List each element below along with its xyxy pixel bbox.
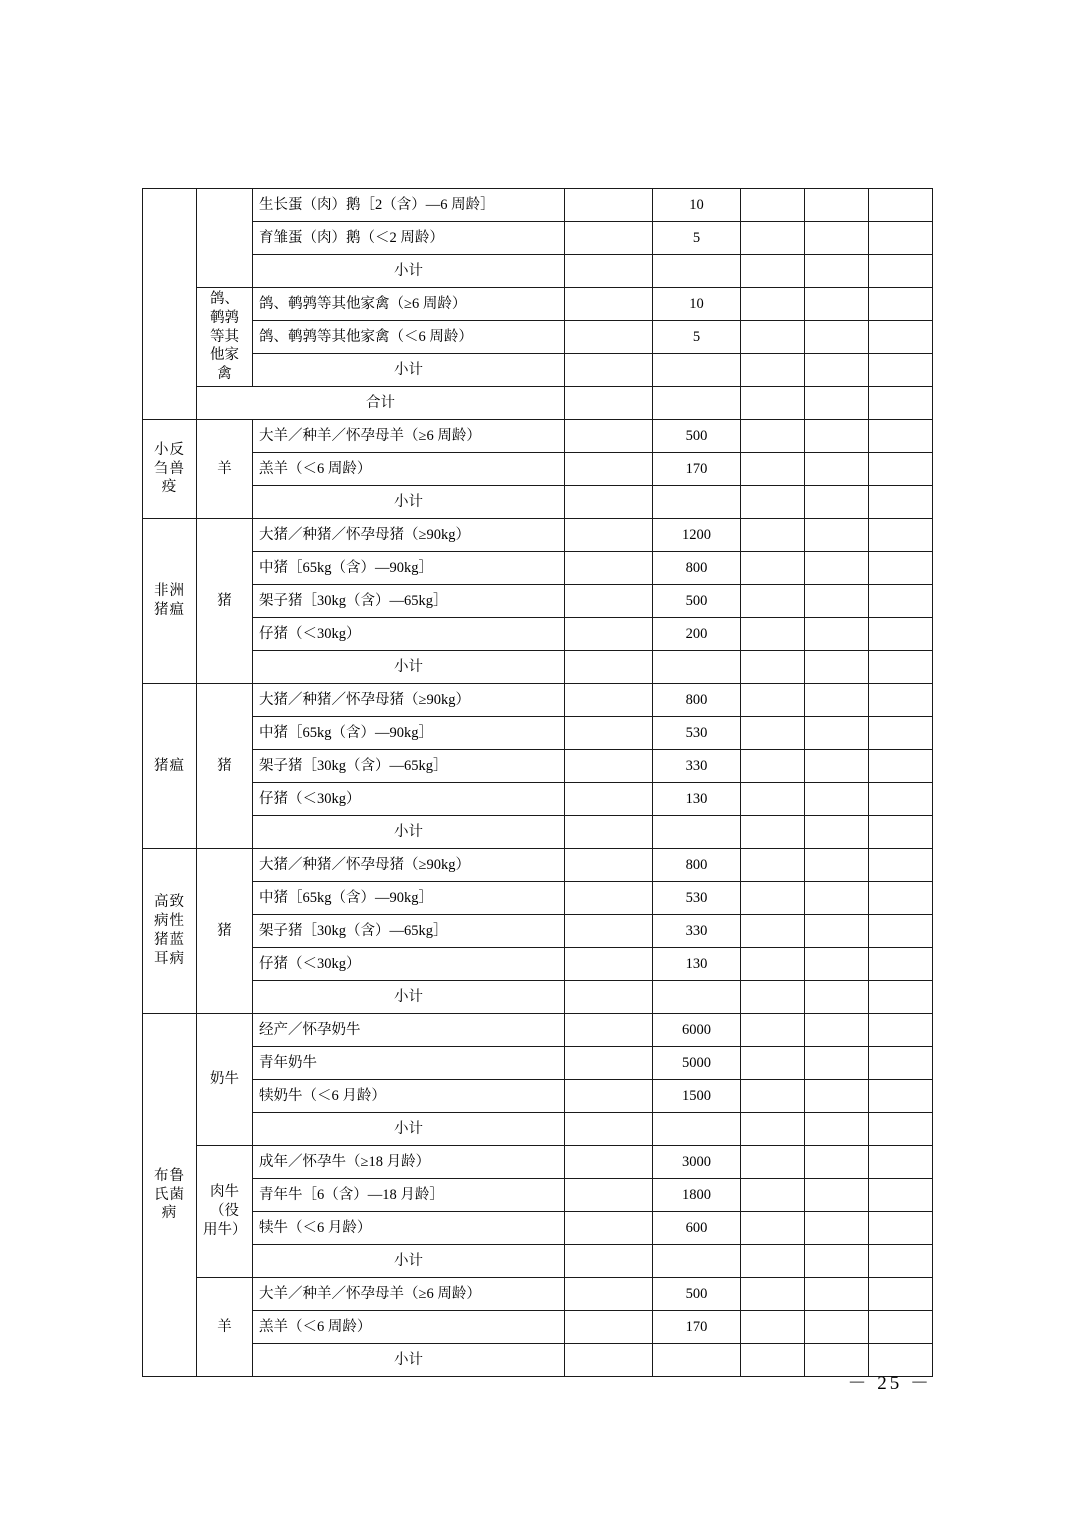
blank-cell[interactable] — [565, 354, 653, 387]
value-cell: 1200 — [653, 519, 741, 552]
blank-cell[interactable] — [869, 453, 933, 486]
value-cell: 5000 — [653, 1047, 741, 1080]
blank-cell[interactable] — [565, 486, 653, 519]
blank-cell[interactable] — [741, 1245, 805, 1278]
blank-cell[interactable] — [653, 486, 741, 519]
blank-cell[interactable] — [805, 288, 869, 321]
blank-cell[interactable] — [805, 486, 869, 519]
table-row — [143, 453, 933, 486]
value-cell: 1500 — [653, 1080, 741, 1113]
blank-cell[interactable] — [741, 1179, 805, 1212]
blank-cell[interactable] — [741, 816, 805, 849]
blank-cell[interactable] — [869, 585, 933, 618]
table-row-subtotal — [143, 1113, 933, 1146]
blank-cell[interactable] — [869, 255, 933, 288]
blank-cell[interactable] — [869, 288, 933, 321]
blank-cell[interactable] — [565, 1245, 653, 1278]
value-cell: 10 — [653, 288, 741, 321]
blank-cell[interactable] — [565, 651, 653, 684]
blank-cell[interactable] — [869, 222, 933, 255]
table-row — [143, 948, 933, 981]
blank-cell[interactable] — [741, 849, 805, 882]
blank-cell[interactable] — [565, 453, 653, 486]
table-row — [143, 552, 933, 585]
table-row — [143, 321, 933, 354]
spec-cell: 青年奶牛 — [253, 1047, 565, 1080]
blank-cell[interactable] — [741, 618, 805, 651]
blank-cell[interactable] — [741, 948, 805, 981]
table-row — [143, 1311, 933, 1344]
value-cell: 5 — [653, 321, 741, 354]
table-row-subtotal — [143, 486, 933, 519]
blank-cell[interactable] — [741, 255, 805, 288]
blank-cell[interactable] — [565, 189, 653, 222]
table-row-subtotal — [143, 981, 933, 1014]
spec-cell: 鸽、鹌鹑等其他家禽（＜6 周龄） — [253, 321, 565, 354]
blank-cell[interactable] — [653, 387, 741, 420]
blank-cell[interactable] — [869, 816, 933, 849]
blank-cell[interactable] — [741, 651, 805, 684]
animal-cell-dairy-cow: 奶牛 — [197, 1014, 253, 1146]
value-cell: 800 — [653, 849, 741, 882]
table-row — [143, 618, 933, 651]
blank-cell[interactable] — [869, 684, 933, 717]
blank-cell[interactable] — [741, 783, 805, 816]
spec-cell: 大羊／种羊／怀孕母羊（≥6 周龄） — [253, 420, 565, 453]
animal-cell-beef-cattle: 肉牛（役用牛） — [197, 1146, 253, 1278]
blank-cell[interactable] — [565, 552, 653, 585]
blank-cell[interactable] — [565, 288, 653, 321]
subtotal-label: 小计 — [253, 255, 565, 288]
blank-cell[interactable] — [869, 717, 933, 750]
blank-cell[interactable] — [653, 651, 741, 684]
blank-cell[interactable] — [741, 420, 805, 453]
spec-cell: 中猪［65kg（含）—90kg］ — [253, 552, 565, 585]
blank-cell[interactable] — [805, 717, 869, 750]
animal-cell-goose — [197, 189, 253, 288]
spec-cell: 架子猪［30kg（含）—65kg］ — [253, 750, 565, 783]
spec-cell: 成年／怀孕牛（≥18 月龄） — [253, 1146, 565, 1179]
blank-cell[interactable] — [741, 189, 805, 222]
blank-cell[interactable] — [869, 1014, 933, 1047]
blank-cell[interactable] — [805, 1047, 869, 1080]
table-row — [143, 585, 933, 618]
blank-cell[interactable] — [565, 1212, 653, 1245]
blank-cell[interactable] — [565, 618, 653, 651]
blank-cell[interactable] — [869, 354, 933, 387]
blank-cell[interactable] — [869, 750, 933, 783]
blank-cell[interactable] — [741, 1014, 805, 1047]
blank-cell[interactable] — [741, 222, 805, 255]
blank-cell[interactable] — [741, 552, 805, 585]
blank-cell[interactable] — [805, 255, 869, 288]
blank-cell[interactable] — [805, 684, 869, 717]
blank-cell[interactable] — [565, 717, 653, 750]
table-row — [143, 882, 933, 915]
blank-cell[interactable] — [869, 1146, 933, 1179]
table-row — [143, 1014, 933, 1047]
value-cell: 800 — [653, 552, 741, 585]
subtotal-label: 小计 — [253, 486, 565, 519]
disease-cell-ppr: 小反刍兽疫 — [143, 420, 197, 519]
blank-cell[interactable] — [653, 1245, 741, 1278]
blank-cell[interactable] — [869, 189, 933, 222]
blank-cell[interactable] — [565, 1113, 653, 1146]
table-row — [143, 222, 933, 255]
blank-cell[interactable] — [869, 552, 933, 585]
value-cell: 530 — [653, 717, 741, 750]
value-cell: 500 — [653, 585, 741, 618]
blank-cell[interactable] — [805, 387, 869, 420]
blank-cell[interactable] — [741, 387, 805, 420]
blank-cell[interactable] — [805, 1014, 869, 1047]
disease-cell-continued — [143, 189, 197, 420]
spec-cell: 羔羊（＜6 周龄） — [253, 453, 565, 486]
blank-cell[interactable] — [741, 519, 805, 552]
value-cell: 1800 — [653, 1179, 741, 1212]
spec-cell: 羔羊（＜6 周龄） — [253, 1311, 565, 1344]
value-cell: 530 — [653, 882, 741, 915]
value-cell: 330 — [653, 915, 741, 948]
value-cell: 330 — [653, 750, 741, 783]
blank-cell[interactable] — [565, 387, 653, 420]
table-row — [143, 915, 933, 948]
blank-cell[interactable] — [565, 816, 653, 849]
blank-cell[interactable] — [741, 321, 805, 354]
table-row-subtotal — [143, 255, 933, 288]
blank-cell[interactable] — [565, 1047, 653, 1080]
blank-cell[interactable] — [741, 915, 805, 948]
spec-cell: 犊奶牛（＜6 月龄） — [253, 1080, 565, 1113]
table-row-total — [143, 387, 933, 420]
blank-cell[interactable] — [869, 387, 933, 420]
table-row-subtotal — [143, 354, 933, 387]
vaccination-specification-table-wrapper — [142, 188, 932, 1377]
blank-cell[interactable] — [741, 453, 805, 486]
disease-cell-brucellosis: 布鲁氏菌病 — [143, 1014, 197, 1377]
table-row — [143, 1278, 933, 1311]
animal-cell-sheep: 羊 — [197, 420, 253, 519]
blank-cell[interactable] — [565, 519, 653, 552]
blank-cell[interactable] — [565, 1146, 653, 1179]
vaccination-specification-table — [142, 188, 933, 1377]
disease-cell-csf: 猪瘟 — [143, 684, 197, 849]
blank-cell[interactable] — [805, 189, 869, 222]
blank-cell[interactable] — [869, 1047, 933, 1080]
table-row — [143, 1047, 933, 1080]
blank-cell[interactable] — [805, 1245, 869, 1278]
blank-cell[interactable] — [805, 1113, 869, 1146]
blank-cell[interactable] — [805, 882, 869, 915]
value-cell: 5 — [653, 222, 741, 255]
animal-cell-sheep: 羊 — [197, 1278, 253, 1377]
spec-cell: 中猪［65kg（含）—90kg］ — [253, 882, 565, 915]
blank-cell[interactable] — [741, 684, 805, 717]
spec-cell: 仔猪（＜30kg） — [253, 618, 565, 651]
blank-cell[interactable] — [869, 882, 933, 915]
table-row-subtotal — [143, 651, 933, 684]
disease-cell-prrs: 高致病性猪蓝耳病 — [143, 849, 197, 1014]
blank-cell[interactable] — [741, 882, 805, 915]
spec-cell: 生长蛋（肉）鹅［2（含）—6 周龄］ — [253, 189, 565, 222]
subtotal-label: 小计 — [253, 354, 565, 387]
blank-cell[interactable] — [869, 420, 933, 453]
blank-cell[interactable] — [741, 1212, 805, 1245]
spec-cell: 犊牛（＜6 月龄） — [253, 1212, 565, 1245]
blank-cell[interactable] — [805, 1179, 869, 1212]
blank-cell[interactable] — [805, 420, 869, 453]
table-row — [143, 189, 933, 222]
blank-cell[interactable] — [565, 222, 653, 255]
blank-cell[interactable] — [741, 1080, 805, 1113]
value-cell: 6000 — [653, 1014, 741, 1047]
blank-cell[interactable] — [869, 651, 933, 684]
value-cell: 130 — [653, 948, 741, 981]
blank-cell[interactable] — [805, 618, 869, 651]
blank-cell[interactable] — [653, 255, 741, 288]
blank-cell[interactable] — [653, 981, 741, 1014]
blank-cell[interactable] — [805, 552, 869, 585]
subtotal-label: 小计 — [253, 1245, 565, 1278]
subtotal-label: 小计 — [253, 816, 565, 849]
blank-cell[interactable] — [565, 750, 653, 783]
blank-cell[interactable] — [741, 750, 805, 783]
blank-cell[interactable] — [805, 354, 869, 387]
table-row — [143, 288, 933, 321]
spec-cell: 经产／怀孕奶牛 — [253, 1014, 565, 1047]
value-cell: 800 — [653, 684, 741, 717]
blank-cell[interactable] — [805, 981, 869, 1014]
subtotal-label: 小计 — [253, 1113, 565, 1146]
animal-cell-pig: 猪 — [197, 519, 253, 684]
spec-cell: 大猪／种猪／怀孕母猪（≥90kg） — [253, 849, 565, 882]
table-row — [143, 783, 933, 816]
blank-cell[interactable] — [805, 222, 869, 255]
page-number: － 25 － — [847, 1373, 932, 1394]
value-cell: 600 — [653, 1212, 741, 1245]
blank-cell[interactable] — [741, 1311, 805, 1344]
blank-cell[interactable] — [565, 1311, 653, 1344]
blank-cell[interactable] — [653, 354, 741, 387]
value-cell: 130 — [653, 783, 741, 816]
blank-cell[interactable] — [805, 1080, 869, 1113]
blank-cell[interactable] — [565, 420, 653, 453]
spec-cell: 架子猪［30kg（含）—65kg］ — [253, 915, 565, 948]
blank-cell[interactable] — [869, 948, 933, 981]
subtotal-label: 小计 — [253, 981, 565, 1014]
value-cell: 10 — [653, 189, 741, 222]
spec-cell: 中猪［65kg（含）—90kg］ — [253, 717, 565, 750]
blank-cell[interactable] — [869, 849, 933, 882]
total-label: 合计 — [197, 387, 565, 420]
blank-cell[interactable] — [869, 783, 933, 816]
blank-cell[interactable] — [741, 354, 805, 387]
blank-cell[interactable] — [869, 1311, 933, 1344]
spec-cell: 仔猪（＜30kg） — [253, 948, 565, 981]
value-cell: 170 — [653, 1311, 741, 1344]
blank-cell[interactable] — [565, 255, 653, 288]
blank-cell[interactable] — [565, 915, 653, 948]
blank-cell[interactable] — [653, 816, 741, 849]
blank-cell[interactable] — [805, 651, 869, 684]
value-cell: 170 — [653, 453, 741, 486]
spec-cell: 育雏蛋（肉）鹅（＜2 周龄） — [253, 222, 565, 255]
blank-cell[interactable] — [805, 1146, 869, 1179]
table-row — [143, 849, 933, 882]
blank-cell[interactable] — [741, 486, 805, 519]
blank-cell[interactable] — [869, 1278, 933, 1311]
animal-cell-other-poultry: 鸽、鹌鹑等其他家禽 — [197, 288, 253, 387]
blank-cell[interactable] — [869, 1080, 933, 1113]
blank-cell[interactable] — [565, 1179, 653, 1212]
blank-cell[interactable] — [653, 1113, 741, 1146]
blank-cell[interactable] — [869, 1212, 933, 1245]
blank-cell[interactable] — [805, 585, 869, 618]
blank-cell[interactable] — [741, 585, 805, 618]
spec-cell: 鸽、鹌鹑等其他家禽（≥6 周龄） — [253, 288, 565, 321]
spec-cell: 青年牛［6（含）—18 月龄］ — [253, 1179, 565, 1212]
blank-cell[interactable] — [565, 783, 653, 816]
animal-cell-pig: 猪 — [197, 849, 253, 1014]
table-row — [143, 1179, 933, 1212]
blank-cell[interactable] — [869, 1245, 933, 1278]
blank-cell[interactable] — [565, 1014, 653, 1047]
subtotal-label: 小计 — [253, 651, 565, 684]
blank-cell[interactable] — [565, 321, 653, 354]
blank-cell[interactable] — [805, 783, 869, 816]
blank-cell[interactable] — [565, 981, 653, 1014]
value-cell: 200 — [653, 618, 741, 651]
blank-cell[interactable] — [869, 915, 933, 948]
blank-cell[interactable] — [805, 948, 869, 981]
table-row — [143, 1080, 933, 1113]
blank-cell[interactable] — [869, 519, 933, 552]
blank-cell[interactable] — [869, 1113, 933, 1146]
spec-cell: 仔猪（＜30kg） — [253, 783, 565, 816]
blank-cell[interactable] — [869, 321, 933, 354]
blank-cell[interactable] — [805, 1212, 869, 1245]
value-cell: 500 — [653, 1278, 741, 1311]
blank-cell[interactable] — [565, 1080, 653, 1113]
blank-cell[interactable] — [565, 684, 653, 717]
table-row — [143, 420, 933, 453]
table-row-subtotal — [143, 1245, 933, 1278]
spec-cell: 大猪／种猪／怀孕母猪（≥90kg） — [253, 684, 565, 717]
spec-cell: 大猪／种猪／怀孕母猪（≥90kg） — [253, 519, 565, 552]
blank-cell[interactable] — [805, 750, 869, 783]
blank-cell[interactable] — [565, 585, 653, 618]
blank-cell[interactable] — [805, 519, 869, 552]
table-row — [143, 1146, 933, 1179]
table-row-subtotal — [143, 816, 933, 849]
table-row — [143, 750, 933, 783]
blank-cell[interactable] — [869, 486, 933, 519]
blank-cell[interactable] — [565, 1278, 653, 1311]
blank-cell[interactable] — [741, 981, 805, 1014]
spec-cell: 架子猪［30kg（含）—65kg］ — [253, 585, 565, 618]
value-cell: 500 — [653, 420, 741, 453]
blank-cell[interactable] — [869, 618, 933, 651]
blank-cell[interactable] — [741, 1278, 805, 1311]
table-row — [143, 717, 933, 750]
blank-cell[interactable] — [805, 816, 869, 849]
disease-cell-asf: 非洲猪瘟 — [143, 519, 197, 684]
blank-cell[interactable] — [741, 1146, 805, 1179]
blank-cell[interactable] — [565, 882, 653, 915]
blank-cell[interactable] — [565, 948, 653, 981]
table-row — [143, 1212, 933, 1245]
blank-cell[interactable] — [741, 717, 805, 750]
table-row — [143, 519, 933, 552]
blank-cell[interactable] — [741, 1113, 805, 1146]
blank-cell[interactable] — [805, 1278, 869, 1311]
subtotal-label: 小计 — [253, 1344, 565, 1377]
blank-cell[interactable] — [805, 849, 869, 882]
blank-cell[interactable] — [805, 453, 869, 486]
blank-cell[interactable] — [805, 1311, 869, 1344]
blank-cell[interactable] — [805, 915, 869, 948]
blank-cell[interactable] — [805, 321, 869, 354]
blank-cell[interactable] — [869, 1179, 933, 1212]
blank-cell[interactable] — [741, 1047, 805, 1080]
value-cell: 3000 — [653, 1146, 741, 1179]
blank-cell[interactable] — [869, 981, 933, 1014]
animal-cell-pig: 猪 — [197, 684, 253, 849]
table-row — [143, 684, 933, 717]
spec-cell: 大羊／种羊／怀孕母羊（≥6 周龄） — [253, 1278, 565, 1311]
blank-cell[interactable] — [741, 288, 805, 321]
blank-cell[interactable] — [565, 849, 653, 882]
